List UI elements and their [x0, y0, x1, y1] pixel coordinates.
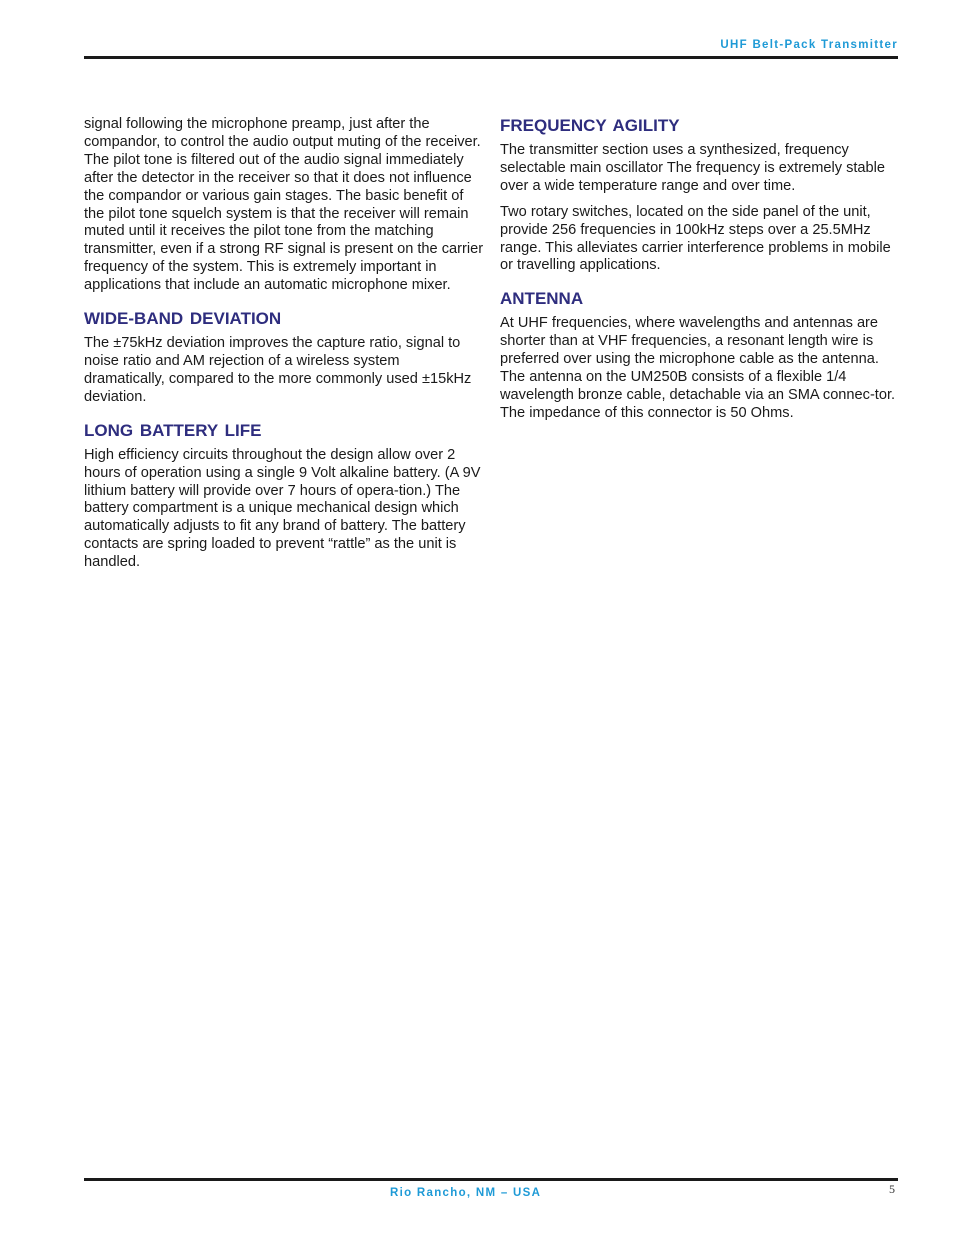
- heading-antenna: ANTENNA: [500, 289, 584, 309]
- paragraph-frequency-agility-2: Two rotary switches, located on the side panel of the unit, provide 256 frequencies in 100kHz steps over a 25.5MHz range. This alleviates carrier interference problems in mobile or travelling applications.: [500, 203, 891, 274]
- heading-wide-band-deviation: WIDE-BAND DEVIATION: [84, 309, 282, 329]
- heading-long-battery-life: LONG BATTERY LIFE: [84, 420, 262, 440]
- header-rule: [84, 56, 898, 59]
- intro-paragraph: signal following the microphone preamp, just after the compandor, to control the audio output muting of the receiver. The pilot tone is filtered out of the audio signal immediately after the detector in the receiver so that it does not influence the compandor or various gain stages. The basic benefit of the pilot tone squelch system is that the receiver will remain muted until it receives the pilot tone from the matching transmitter, even if a strong RF signal is present on the carrier frequency of the system. This is extremely important in applications that include an automatic microphone mixer.: [84, 116, 484, 294]
- heading-frequency-agility: FREQUENCY AGILITY: [500, 116, 680, 135]
- footer-rule: [84, 1178, 898, 1181]
- page-number: 5: [889, 1182, 895, 1196]
- paragraph-antenna: At UHF frequencies, where wavelengths and antennas are shorter than at VHF frequencies, a resonant length wire is preferred over using the microphone cable as the antenna. The antenna on the UM250B consists of a flexible 1/4 wavelength bronze cable, detachable via an SMA connec-tor. The impedance of this connector is 50 Ohms.: [500, 315, 896, 421]
- paragraph-frequency-agility-1: The transmitter section uses a synthesized, frequency selectable main oscillator The frequency is extremely stable over a wide temperature range and over time.: [500, 142, 886, 194]
- footer-location: Rio Rancho, NM – USA: [390, 1187, 542, 1199]
- paragraph-wide-band-deviation: The ±75kHz deviation improves the capture ratio, signal to noise ratio and AM rejection of a wireless system dramatically, compared to the more commonly used ±15kHz deviation.: [84, 335, 472, 405]
- header-title: UHF Belt-Pack Transmitter: [720, 39, 898, 51]
- left-column: [84, 116, 484, 580]
- paragraph-long-battery-life: High efficiency circuits throughout the design allow over 2 hours of operation using a single 9 Volt alkaline battery. (A 9V lithium battery will provide over 7 hours of opera-tion.) The battery compartment is a unique mechanical design which automatically adjusts to fit any brand of battery. The battery contacts are spring loaded to prevent “rattle” as the unit is handled.: [84, 446, 481, 571]
- right-column: [500, 116, 900, 431]
